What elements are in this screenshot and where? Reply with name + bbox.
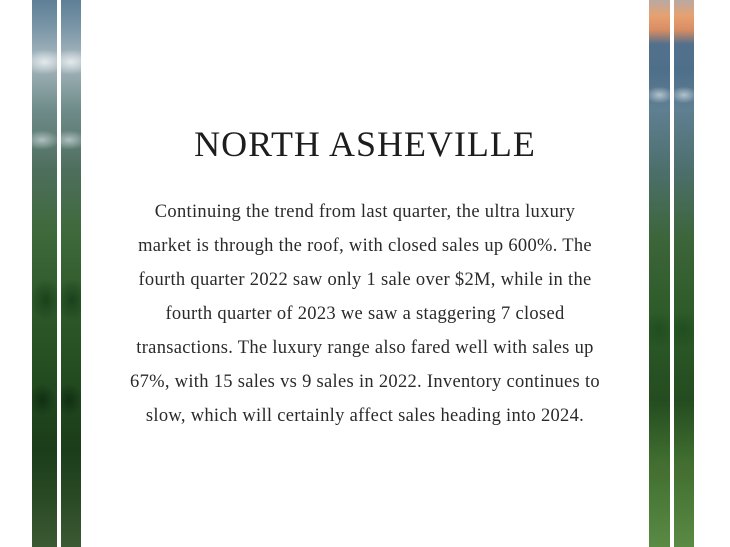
right-outer-photo-strip [674, 0, 694, 547]
section-heading: NORTH ASHEVILLE [194, 124, 536, 164]
paragraph-line: fourth quarter 2022 saw only 1 sale over $2M, while in the [138, 270, 592, 290]
paragraph-line: transactions. The luxury range also fared well with sales up [136, 338, 594, 358]
paragraph-line: market is through the roof, with closed sales up 600%. The [138, 236, 592, 256]
left-outer-photo-strip [32, 0, 57, 547]
left-inner-photo-strip [61, 0, 81, 547]
paragraph-line: Continuing the trend from last quarter, the ultra luxury [154, 202, 576, 222]
paragraph-line: slow, which will certainly affect sales heading into 2024. [145, 406, 585, 426]
paragraph-line: 67%, with 15 sales vs 9 sales in 2022. Inventory continues to [130, 372, 600, 392]
right-inner-photo-strip [649, 0, 670, 547]
paragraph-line: fourth quarter of 2023 we saw a staggering 7 closed [165, 304, 565, 324]
market-summary-paragraph [100, 195, 630, 433]
